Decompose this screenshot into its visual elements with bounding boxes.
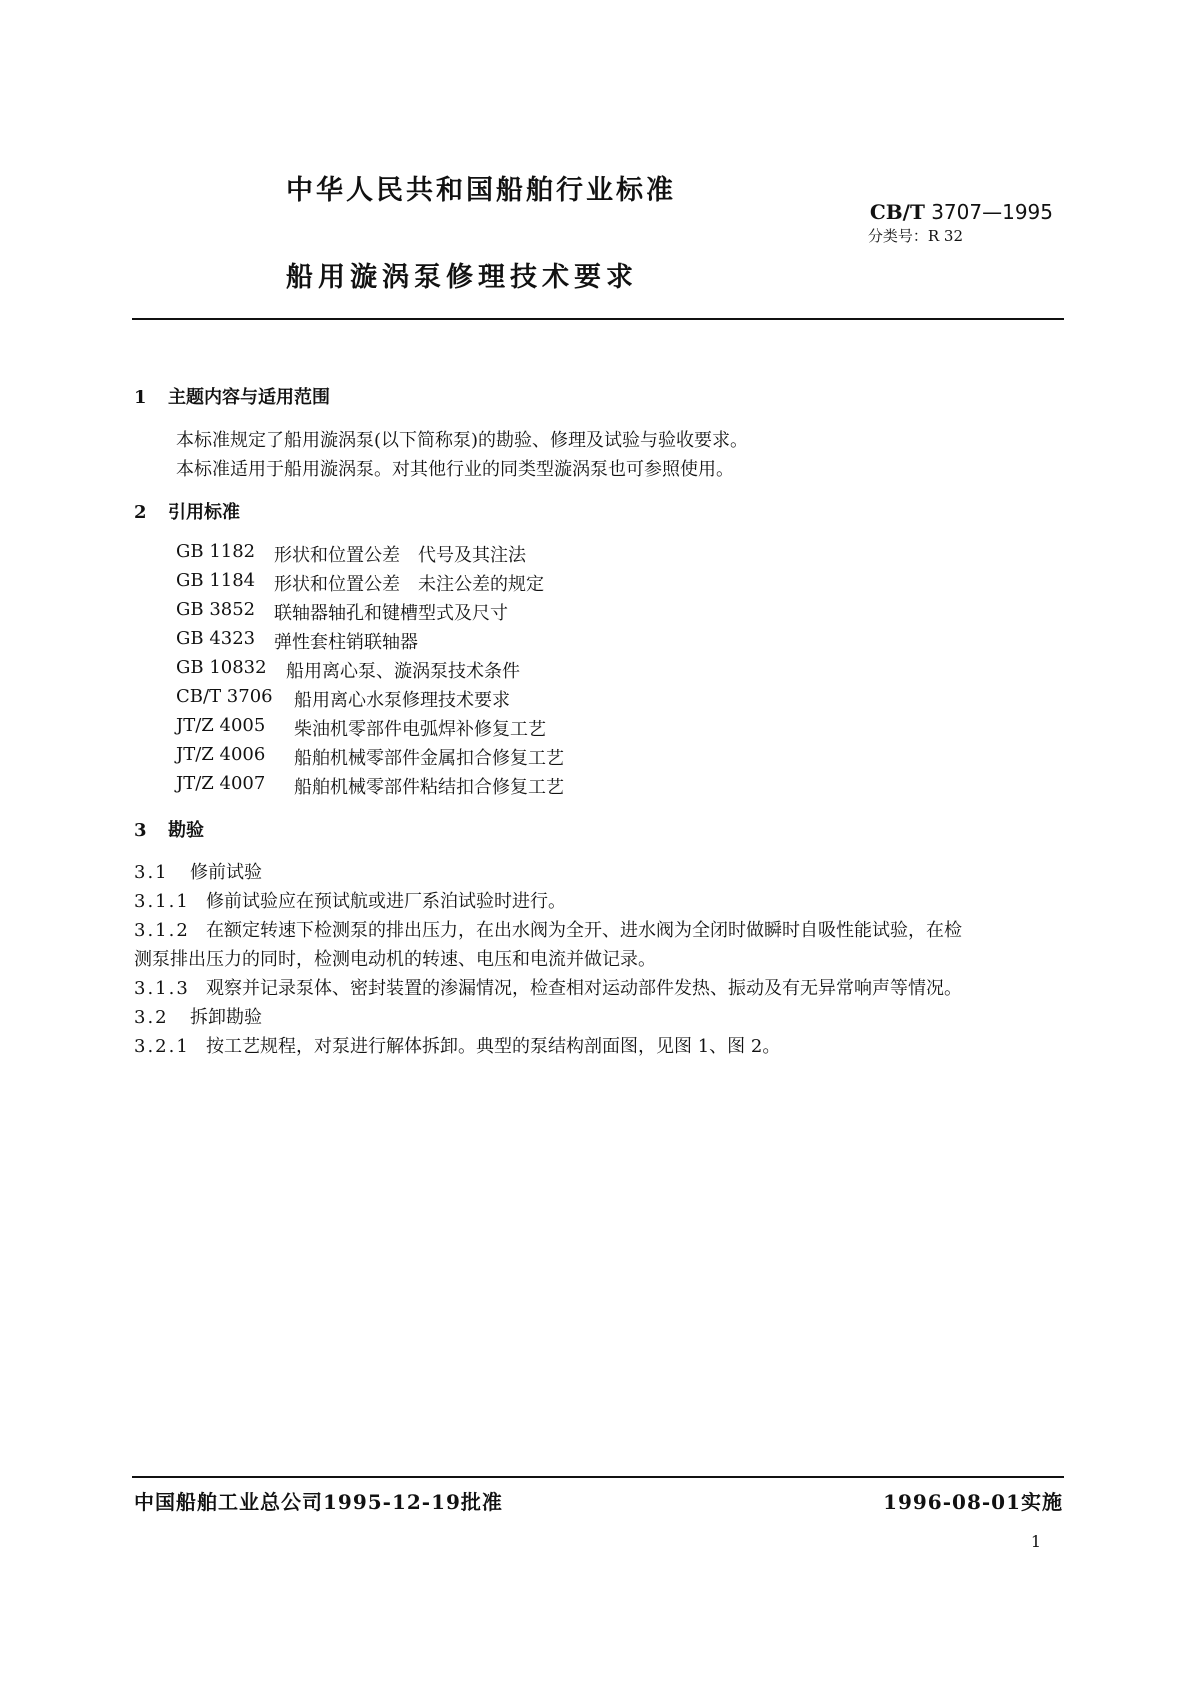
clause — [134, 887, 566, 913]
clause-number: 3.2 — [134, 1007, 169, 1028]
reference-code: GB 10832 — [176, 657, 267, 678]
reference-name: 船舶机械零部件粘结扣合修复工艺 — [294, 777, 564, 798]
classification-code: 分类号：R 32 — [867, 227, 963, 245]
clause-text: 观察并记录泵体、密封装置的渗漏情况，检查相对运动部件发热、振动及有无异常响声等情况。 — [206, 978, 962, 999]
section-number: 2 — [134, 502, 147, 523]
effective-date: 1996-08-01实施 — [883, 1490, 1063, 1514]
clause-text: 修前试验 — [190, 862, 262, 883]
clause-number: 3.1.2 — [134, 920, 190, 941]
reference-code: GB 1182 — [176, 541, 256, 562]
clause-number: 3.1.1 — [134, 891, 190, 912]
reference-code: GB 1184 — [176, 570, 256, 591]
section-3-heading — [134, 816, 204, 842]
standard-code — [870, 200, 1053, 224]
header-divider — [132, 318, 1064, 320]
section-1-paragraph: 本标准适用于船用漩涡泵。对其他行业的同类型漩涡泵也可参照使用。 — [176, 459, 734, 480]
clause — [134, 858, 262, 884]
reference-code: GB 4323 — [176, 628, 256, 649]
section-2-heading — [134, 498, 240, 524]
reference-name: 联轴器轴孔和键槽型式及尺寸 — [274, 603, 508, 624]
section-title: 勘验 — [168, 820, 204, 841]
reference-name: 弹性套柱销联轴器 — [274, 632, 418, 653]
section-title: 引用标准 — [168, 502, 240, 523]
reference-name: 形状和位置公差 代号及其注法 — [274, 545, 526, 566]
section-number: 3 — [134, 820, 147, 841]
standard-prefix: CB/T — [869, 200, 925, 224]
clause-number: 3.2.1 — [134, 1036, 190, 1057]
reference-name: 柴油机零部件电弧焊补修复工艺 — [294, 719, 546, 740]
clause — [134, 1003, 262, 1029]
section-1-paragraph: 本标准规定了船用漩涡泵(以下简称泵)的勘验、修理及试验与验收要求。 — [176, 430, 749, 451]
clause — [134, 974, 962, 1000]
page-number: 1 — [1030, 1532, 1041, 1551]
section-title: 主题内容与适用范围 — [168, 387, 330, 408]
clause-number: 3.1 — [134, 862, 169, 883]
section-number: 1 — [134, 387, 147, 408]
reference-name: 船用离心水泵修理技术要求 — [294, 690, 510, 711]
clause-text: 按工艺规程，对泵进行解体拆卸。典型的泵结构剖面图，见图 1、图 2。 — [206, 1036, 781, 1057]
reference-code: GB 3852 — [176, 599, 256, 620]
clause-text: 在额定转速下检测泵的排出压力，在出水阀为全开、进水阀为全闭时做瞬时自吸性能试验，在检 — [206, 920, 962, 941]
reference-code: CB/T 3706 — [176, 686, 273, 707]
document-title: 船用漩涡泵修理技术要求 — [286, 262, 638, 293]
reference-code: JT/Z 4005 — [176, 715, 266, 736]
reference-code: JT/Z 4006 — [176, 744, 266, 765]
approval-line: 中国船舶工业总公司1995-12-19批准 — [134, 1490, 503, 1514]
clause — [134, 1032, 780, 1058]
clause-number: 3.1.3 — [134, 978, 190, 999]
reference-code: JT/Z 4007 — [176, 773, 266, 794]
clause-continuation: 测泵排出压力的同时，检测电动机的转速、电压和电流并做记录。 — [134, 949, 656, 970]
reference-name: 形状和位置公差 未注公差的规定 — [274, 574, 544, 595]
reference-name: 船用离心泵、漩涡泵技术条件 — [286, 661, 520, 682]
standard-number: 3707—1995 — [931, 200, 1053, 224]
footer-divider — [132, 1476, 1064, 1478]
clause-text: 修前试验应在预试航或进厂系泊试验时进行。 — [206, 891, 566, 912]
issuing-body-heading: 中华人民共和国船舶行业标准 — [286, 175, 676, 206]
section-1-heading — [134, 383, 330, 409]
clause — [134, 916, 962, 942]
clause-text: 拆卸勘验 — [190, 1007, 262, 1028]
reference-name: 船舶机械零部件金属扣合修复工艺 — [294, 748, 564, 769]
